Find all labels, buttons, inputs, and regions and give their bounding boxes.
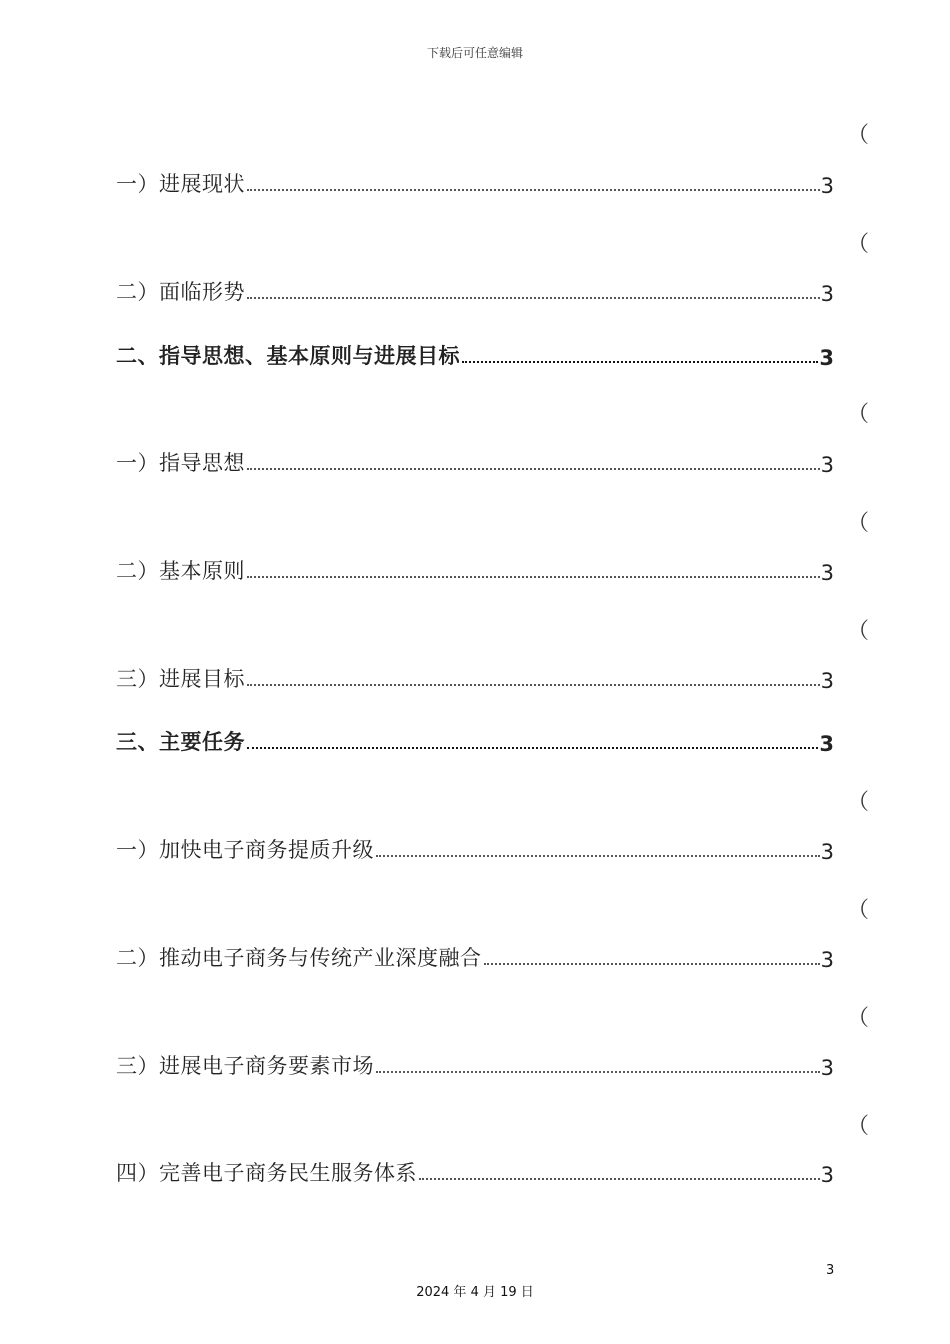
toc-entry-label: 一）指导思想 [116,451,245,475]
page-number: 3 [826,1263,835,1278]
toc-open-paren: （ [847,123,870,148]
toc-entry-label: 二）面临形势 [116,280,245,304]
footer-date: 2024 年 4 月 19 日 [416,1285,534,1300]
toc-entry-label: 三）进展电子商务要素市场 [116,1054,374,1078]
toc-open-paren: （ [847,619,870,644]
toc-entry-integration[interactable] [116,942,834,972]
toc-entry-section-3[interactable] [116,726,834,756]
toc-open-paren: （ [847,1114,870,1139]
toc-entry-label: 二）基本原则 [116,559,245,583]
toc-leader-dots [247,468,820,470]
toc-leader-dots [247,189,820,191]
toc-entry-services[interactable] [116,1157,834,1187]
toc-open-paren: （ [847,232,870,257]
toc-leader-dots [419,1178,820,1180]
toc-open-paren: （ [847,1006,870,1031]
toc-entry-label: 二、指导思想、基本原则与进展目标 [116,344,460,368]
toc-entry-page: 3 [820,1056,834,1080]
toc-entry-label: 二）推动电子商务与传统产业深度融合 [116,946,482,970]
toc-open-paren: （ [847,402,870,427]
toc-entry-page: 3 [820,561,834,585]
toc-entry-principles[interactable] [116,555,834,585]
toc-entry-page: 3 [820,669,834,693]
page-header: 下载后可任意编辑 [426,46,523,60]
toc-entry-guiding-thought[interactable] [116,447,834,477]
toc-entry-page: 3 [820,840,834,864]
toc-leader-dots [247,576,820,578]
toc-entry-goals[interactable] [116,663,834,693]
toc-leader-dots [484,963,820,965]
toc-leader-dots [462,361,818,363]
toc-entry-page: 3 [819,346,834,370]
toc-entry-page: 3 [820,174,834,198]
toc-entry-section-2[interactable] [116,340,834,370]
toc-open-paren: （ [847,790,870,815]
toc-entry-situation[interactable] [116,276,834,306]
toc-leader-dots [247,297,820,299]
toc-entry-label: 三、主要任务 [116,730,245,754]
toc-open-paren: （ [847,511,870,536]
toc-leader-dots [247,747,818,749]
toc-entry-label: 一）加快电子商务提质升级 [116,838,374,862]
toc-entry-page: 3 [820,282,834,306]
toc-entry-page: 3 [819,732,834,756]
toc-entry-label: 三）进展目标 [116,667,245,691]
toc-entry-upgrade[interactable] [116,834,834,864]
toc-entry-status[interactable] [116,168,834,198]
toc-entry-label: 四）完善电子商务民生服务体系 [116,1161,417,1185]
toc-entry-page: 3 [820,1163,834,1187]
toc-leader-dots [376,855,820,857]
toc-entry-label: 一）进展现状 [116,172,245,196]
toc-entry-page: 3 [820,453,834,477]
toc-entry-market[interactable] [116,1050,834,1080]
toc-leader-dots [376,1071,820,1073]
toc-leader-dots [247,684,820,686]
toc-entry-page: 3 [820,948,834,972]
toc-open-paren: （ [847,898,870,923]
